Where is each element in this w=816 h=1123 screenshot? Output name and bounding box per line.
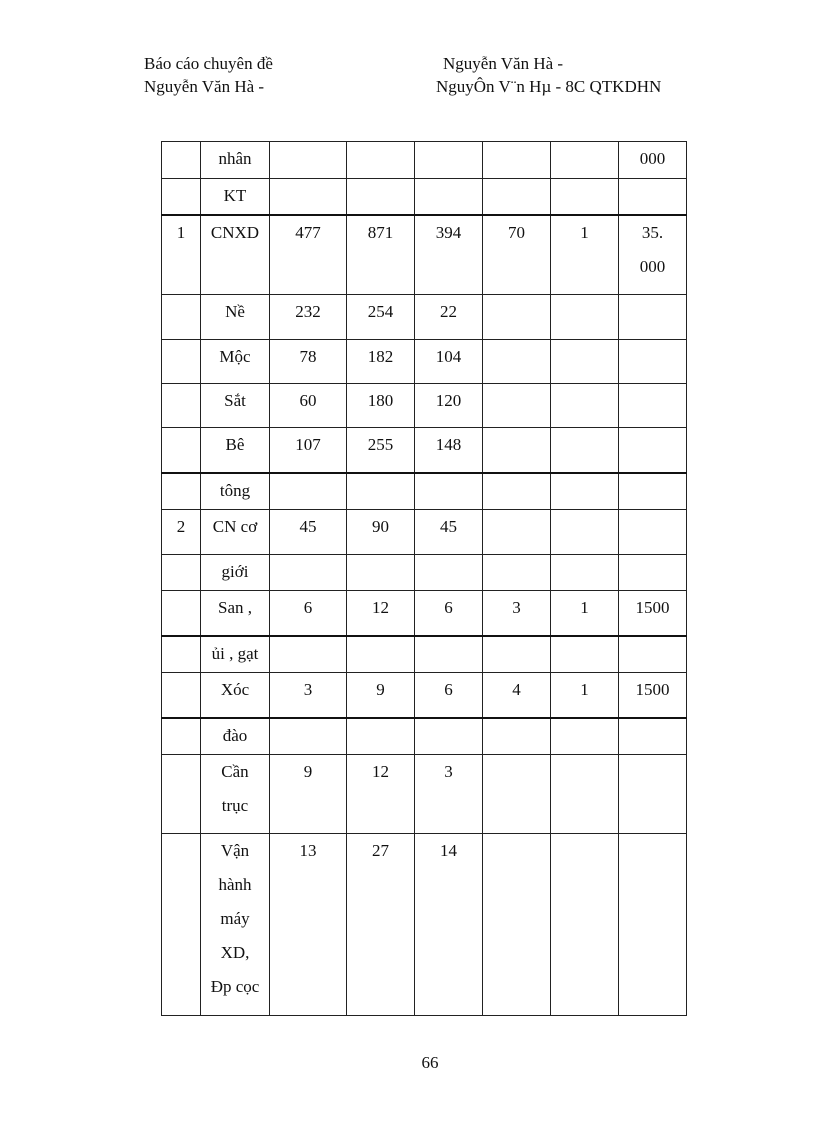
table-cell: 45	[415, 510, 483, 555]
table-cell: 104	[415, 340, 483, 384]
table-row	[162, 591, 687, 637]
table-cell	[162, 340, 201, 384]
table-cell: 14	[415, 834, 483, 1016]
table-cell	[551, 555, 619, 591]
header-report-title: Báo cáo chuyên đề	[144, 54, 273, 73]
table-cell: 9	[347, 673, 415, 719]
table-cell	[551, 295, 619, 340]
table-cell: 22	[415, 295, 483, 340]
table-row	[162, 510, 687, 555]
table-cell: 2	[162, 510, 201, 555]
table-cell: 182	[347, 340, 415, 384]
table-cell: đào	[201, 718, 270, 755]
table-cell	[483, 636, 551, 673]
table-cell: 1	[162, 215, 201, 295]
table-cell: 394	[415, 215, 483, 295]
table-cell	[483, 179, 551, 216]
table-cell	[483, 834, 551, 1016]
table-cell	[619, 340, 687, 384]
table-cell	[551, 636, 619, 673]
table-cell	[619, 295, 687, 340]
page-number: 66	[421, 1053, 439, 1072]
table-cell: 120	[415, 384, 483, 428]
table-cell: 871	[347, 215, 415, 295]
table-row	[162, 295, 687, 340]
table-cell	[347, 718, 415, 755]
table-row	[162, 215, 687, 295]
table-cell	[619, 384, 687, 428]
table-cell: 9	[270, 755, 347, 834]
table-cell	[347, 142, 415, 179]
table-cell: Vận hành máy XD, Đp cọc	[201, 834, 270, 1016]
table-cell	[483, 340, 551, 384]
table-cell	[162, 142, 201, 179]
table-cell: 70	[483, 215, 551, 295]
table-row	[162, 636, 687, 673]
labor-table	[161, 141, 687, 1016]
table-cell	[162, 755, 201, 834]
table-cell: CN cơ	[201, 510, 270, 555]
table-cell	[551, 142, 619, 179]
table-cell	[270, 179, 347, 216]
table-cell	[415, 179, 483, 216]
table-cell: 107	[270, 428, 347, 474]
table-cell	[551, 179, 619, 216]
table-cell: Sắt	[201, 384, 270, 428]
table-cell: San ,	[201, 591, 270, 637]
table-cell: 12	[347, 755, 415, 834]
table-cell	[483, 555, 551, 591]
table-row	[162, 384, 687, 428]
table-cell: 232	[270, 295, 347, 340]
table-cell	[415, 142, 483, 179]
table-cell	[347, 179, 415, 216]
table-cell	[551, 473, 619, 510]
header-author-right: Nguyễn Văn Hà -	[443, 54, 564, 73]
table-cell	[619, 636, 687, 673]
table-cell	[270, 473, 347, 510]
header-author-left: Nguyễn Văn Hà -	[144, 77, 265, 96]
table-cell	[270, 555, 347, 591]
table-cell	[551, 755, 619, 834]
table-cell: 000	[619, 142, 687, 179]
table-cell	[483, 510, 551, 555]
table-cell: Nề	[201, 295, 270, 340]
table-cell	[483, 473, 551, 510]
table-cell: 254	[347, 295, 415, 340]
table-cell	[270, 718, 347, 755]
table-cell	[619, 718, 687, 755]
table-cell: Mộc	[201, 340, 270, 384]
table-row	[162, 428, 687, 474]
table-row	[162, 340, 687, 384]
table-cell	[619, 755, 687, 834]
labor-table-body	[162, 142, 687, 1016]
table-cell	[483, 428, 551, 474]
table-cell: 1	[551, 215, 619, 295]
table-cell: 148	[415, 428, 483, 474]
table-cell	[270, 636, 347, 673]
table-cell: 90	[347, 510, 415, 555]
table-cell	[619, 510, 687, 555]
table-cell: 3	[415, 755, 483, 834]
table-cell	[347, 473, 415, 510]
table-cell	[619, 555, 687, 591]
table-cell: 1	[551, 591, 619, 637]
table-cell	[347, 555, 415, 591]
table-row	[162, 555, 687, 591]
table-cell: 60	[270, 384, 347, 428]
table-cell: 6	[415, 591, 483, 637]
table-cell: 78	[270, 340, 347, 384]
table-cell	[162, 555, 201, 591]
table-cell: 35. 000	[619, 215, 687, 295]
table-cell	[551, 718, 619, 755]
table-cell	[551, 340, 619, 384]
table-cell	[483, 755, 551, 834]
table-cell: 12	[347, 591, 415, 637]
table-cell: ủi , gạt	[201, 636, 270, 673]
table-row	[162, 179, 687, 216]
table-row	[162, 834, 687, 1016]
table-cell: 180	[347, 384, 415, 428]
table-cell	[162, 428, 201, 474]
table-cell	[551, 834, 619, 1016]
table-cell: Bê	[201, 428, 270, 474]
table-row	[162, 718, 687, 755]
table-cell	[162, 636, 201, 673]
table-cell: 6	[415, 673, 483, 719]
table-cell	[162, 718, 201, 755]
table-cell: tông	[201, 473, 270, 510]
table-cell: CNXD	[201, 215, 270, 295]
table-cell	[162, 295, 201, 340]
table-cell	[162, 384, 201, 428]
table-cell	[415, 636, 483, 673]
table-row	[162, 142, 687, 179]
table-cell: 1	[551, 673, 619, 719]
table-cell: nhân	[201, 142, 270, 179]
table-cell	[415, 718, 483, 755]
table-cell: 13	[270, 834, 347, 1016]
table-cell	[483, 718, 551, 755]
table-cell	[551, 428, 619, 474]
table-cell	[415, 555, 483, 591]
table-cell: 45	[270, 510, 347, 555]
table-row	[162, 673, 687, 719]
table-cell	[551, 510, 619, 555]
table-cell	[162, 179, 201, 216]
table-cell: giới	[201, 555, 270, 591]
table-cell	[162, 834, 201, 1016]
table-cell	[415, 473, 483, 510]
table-row	[162, 755, 687, 834]
table-cell	[619, 428, 687, 474]
table-cell	[162, 591, 201, 637]
table-cell	[483, 142, 551, 179]
table-cell: 1500	[619, 673, 687, 719]
table-cell: Xóc	[201, 673, 270, 719]
table-cell: 27	[347, 834, 415, 1016]
header-author-class: NguyÔn V¨n Hµ - 8C QTKDHN	[436, 77, 662, 96]
table-cell	[162, 473, 201, 510]
table-cell	[619, 179, 687, 216]
table-cell	[270, 142, 347, 179]
table-cell	[551, 384, 619, 428]
table-cell: 1500	[619, 591, 687, 637]
table-cell	[619, 834, 687, 1016]
table-cell: KT	[201, 179, 270, 216]
table-cell	[162, 673, 201, 719]
table-cell	[483, 295, 551, 340]
table-cell: 477	[270, 215, 347, 295]
table-cell	[619, 473, 687, 510]
table-cell: 255	[347, 428, 415, 474]
table-row	[162, 473, 687, 510]
table-cell	[347, 636, 415, 673]
table-cell: 3	[483, 591, 551, 637]
table-cell: 4	[483, 673, 551, 719]
table-cell: 3	[270, 673, 347, 719]
table-cell	[483, 384, 551, 428]
table-cell: Cần trục	[201, 755, 270, 834]
table-cell: 6	[270, 591, 347, 637]
